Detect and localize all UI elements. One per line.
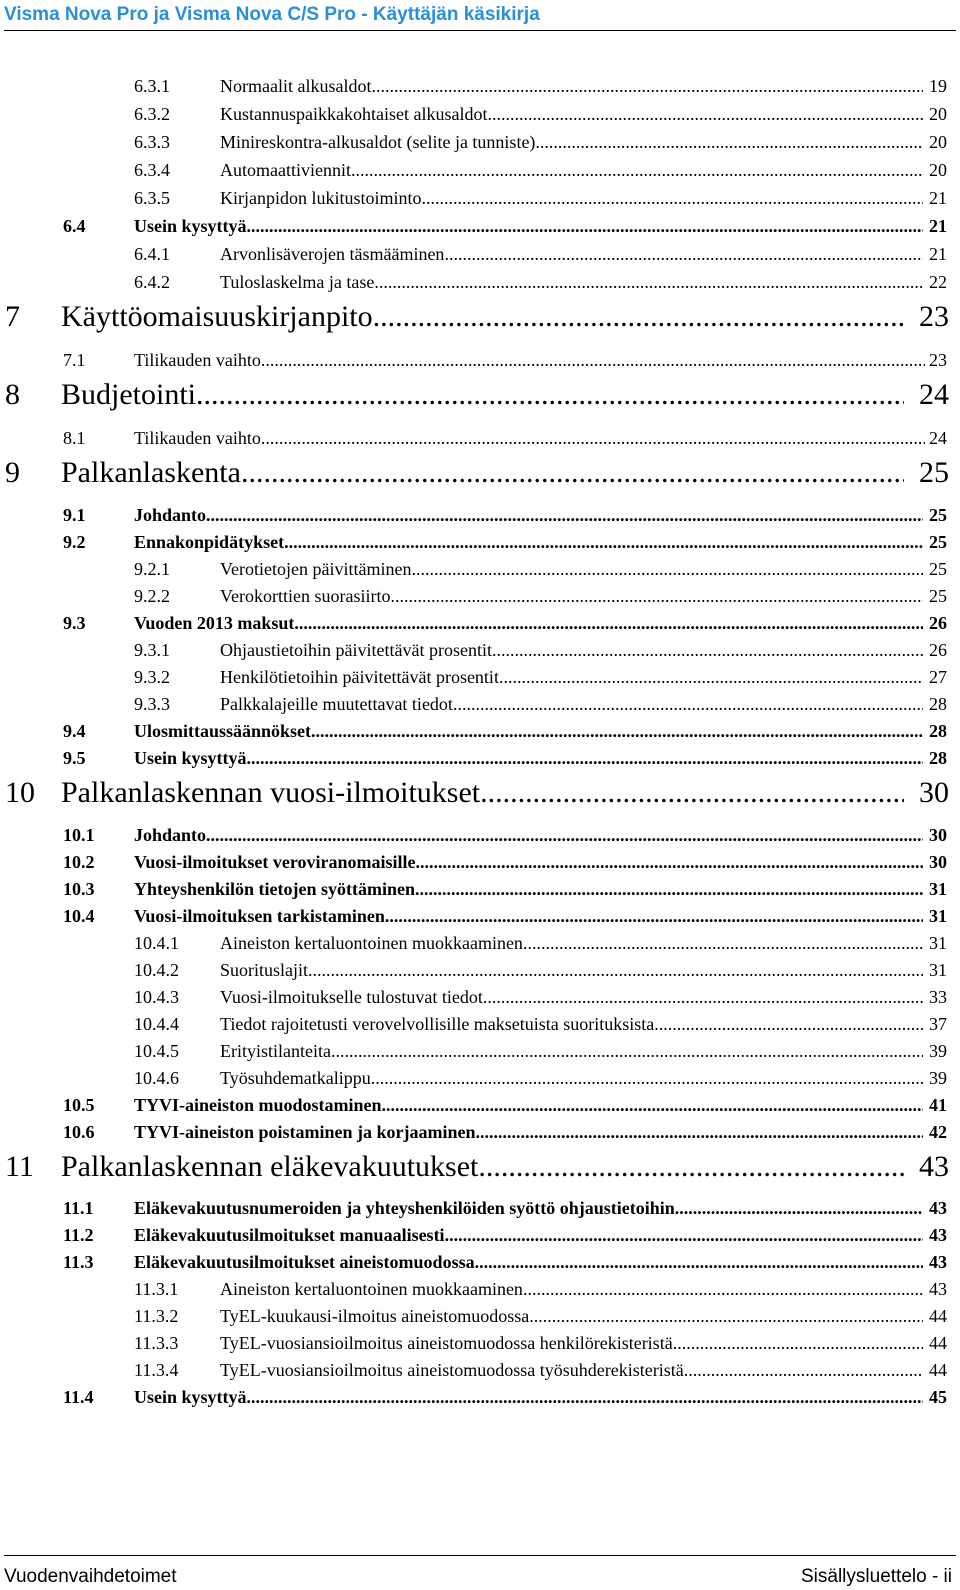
toc-leader-dots xyxy=(675,1198,923,1219)
toc-entry[interactable] xyxy=(134,1306,947,1327)
toc-entry-number: 7 xyxy=(5,300,20,333)
toc-entry-page: 20 xyxy=(929,160,947,180)
toc-entry-number: 9.4 xyxy=(63,721,86,741)
toc-entry-page: 30 xyxy=(919,776,949,809)
toc-entry-number: 9 xyxy=(5,456,20,489)
toc-entry[interactable] xyxy=(134,694,947,715)
toc-entry-page: 30 xyxy=(929,852,947,872)
toc-entry[interactable] xyxy=(134,987,947,1008)
toc-leader-dots xyxy=(480,776,903,810)
toc-entry-number: 6.4 xyxy=(63,216,86,236)
toc-entry-number: 9.5 xyxy=(63,748,86,768)
toc-leader-dots xyxy=(308,960,922,981)
footer-divider xyxy=(4,1555,956,1556)
toc-entry-number: 6.4.2 xyxy=(134,272,170,292)
toc-entry-title: Yhteyshenkilön tietojen syöttäminen xyxy=(134,879,416,899)
toc-entry-title: Minireskontra-alkusaldot (selite ja tunniste) xyxy=(220,132,536,152)
toc-entry[interactable] xyxy=(63,532,947,553)
toc-entry-page: 31 xyxy=(929,906,947,926)
toc-entry-title: Eläkevakuutusilmoitukset aineistomuodossa xyxy=(134,1252,475,1272)
toc-leader-dots xyxy=(390,586,922,607)
toc-leader-dots xyxy=(523,933,923,954)
toc-entry-page: 43 xyxy=(929,1225,947,1245)
header-divider xyxy=(4,30,956,31)
toc-entry-number: 10.3 xyxy=(63,879,95,899)
toc-entry-number: 7.1 xyxy=(63,350,86,370)
toc-entry[interactable] xyxy=(63,1252,947,1273)
toc-entry[interactable] xyxy=(63,879,947,900)
toc-entry-number: 10.1 xyxy=(63,825,95,845)
toc-entry-number: 9.2 xyxy=(63,532,86,552)
toc-entry[interactable] xyxy=(134,1068,947,1089)
toc-entry[interactable] xyxy=(63,852,947,873)
toc-leader-dots xyxy=(487,104,922,125)
toc-entry[interactable] xyxy=(63,1198,947,1219)
toc-entry-title: Tiedot rajoitetusti verovelvollisille maksetuista suorituksista xyxy=(220,1014,655,1034)
toc-leader-dots xyxy=(371,76,922,97)
toc-leader-dots xyxy=(411,559,922,580)
toc-leader-dots xyxy=(492,640,923,661)
toc-entry-number: 9.2.2 xyxy=(134,586,170,606)
toc-entry-page: 20 xyxy=(929,104,947,124)
toc-leader-dots xyxy=(483,987,923,1008)
toc-entry-title: Käyttöomaisuuskirjanpito xyxy=(61,300,373,333)
toc-entry-title: Kirjanpidon lukitustoiminto xyxy=(220,188,422,208)
toc-entry[interactable] xyxy=(134,104,947,125)
toc-entry-number: 9.3 xyxy=(63,613,86,633)
toc-entry-page: 25 xyxy=(929,532,947,552)
toc-entry-number: 11.3.2 xyxy=(134,1306,179,1326)
toc-entry-title: Usein kysyttyä xyxy=(134,748,247,768)
toc-entry[interactable] xyxy=(134,244,947,265)
toc-entry-page: 20 xyxy=(929,132,947,152)
toc-leader-dots xyxy=(415,879,922,900)
toc-entry-title: TyEL-kuukausi-ilmoitus aineistomuodossa xyxy=(220,1306,530,1326)
toc-entry-page: 28 xyxy=(929,694,947,714)
toc-entry-title: Ohjaustietoihin päivitettävät prosentit xyxy=(220,640,492,660)
toc-entry[interactable] xyxy=(134,1279,947,1300)
toc-entry-title: Arvonlisäverojen täsmääminen xyxy=(220,244,445,264)
toc-entry-title: Henkilötietoihin päivitettävät prosentit xyxy=(220,667,499,687)
toc-entry-number: 9.3.1 xyxy=(134,640,170,660)
toc-entry-page: 21 xyxy=(929,188,947,208)
toc-entry-page: 25 xyxy=(929,505,947,525)
toc-entry-page: 42 xyxy=(929,1122,947,1142)
toc-entry-page: 26 xyxy=(929,613,947,633)
toc-leader-dots xyxy=(654,1014,922,1035)
toc-entry[interactable] xyxy=(134,272,947,293)
toc-leader-dots xyxy=(475,1252,923,1273)
toc-entry-page: 25 xyxy=(919,456,949,489)
toc-entry-page: 44 xyxy=(929,1306,947,1326)
toc-entry[interactable] xyxy=(63,721,947,742)
toc-entry[interactable] xyxy=(134,667,947,688)
toc-entry-title: Vuosi-ilmoitukselle tulostuvat tiedot xyxy=(220,987,483,1007)
toc-leader-dots xyxy=(523,1279,923,1300)
toc-entry[interactable] xyxy=(5,1150,949,1184)
toc-entry-title: Eläkevakuutusilmoitukset manuaalisesti xyxy=(134,1225,445,1245)
toc-entry-title: Aineiston kertaluontoinen muokkaaminen xyxy=(220,1279,523,1299)
toc-leader-dots xyxy=(351,160,923,181)
toc-entry-page: 25 xyxy=(929,586,947,606)
toc-entry-title: Erityistilanteita xyxy=(220,1041,331,1061)
toc-entry[interactable] xyxy=(5,300,949,334)
toc-entry[interactable] xyxy=(134,1041,947,1062)
toc-leader-dots xyxy=(499,667,923,688)
toc-entry-page: 22 xyxy=(929,272,947,292)
toc-leader-dots xyxy=(206,505,922,526)
toc-entry-title: Palkanlaskennan vuosi-ilmoitukset xyxy=(61,776,481,809)
toc-entry-title: Aineiston kertaluontoinen muokkaaminen xyxy=(220,933,523,953)
toc-entry-number: 10.4.4 xyxy=(134,1014,179,1034)
toc-leader-dots xyxy=(206,825,922,846)
toc-entry-number: 9.3.2 xyxy=(134,667,170,687)
toc-entry-title: Tilikauden vaihto xyxy=(134,428,261,448)
toc-entry-page: 43 xyxy=(919,1150,949,1183)
toc-leader-dots xyxy=(673,1333,923,1354)
toc-entry-number: 8.1 xyxy=(63,428,86,448)
toc-entry-page: 23 xyxy=(919,300,949,333)
toc-entry[interactable] xyxy=(134,132,947,153)
toc-leader-dots xyxy=(453,694,923,715)
toc-entry-page: 19 xyxy=(929,76,947,96)
toc-leader-dots xyxy=(478,1150,903,1184)
toc-entry[interactable] xyxy=(134,160,947,181)
toc-leader-dots xyxy=(247,1387,923,1408)
toc-entry-number: 9.2.1 xyxy=(134,559,170,579)
toc-entry-number: 11.3.1 xyxy=(134,1279,179,1299)
toc-entry-title: Palkanlaskenta xyxy=(61,456,241,489)
toc-entry-page: 27 xyxy=(929,667,947,687)
toc-entry-number: 10.5 xyxy=(63,1095,95,1115)
toc-leader-dots xyxy=(445,1225,923,1246)
toc-leader-dots xyxy=(247,216,923,237)
toc-entry-title: TYVI-aineiston muodostaminen xyxy=(134,1095,382,1115)
toc-entry-title: Johdanto xyxy=(134,505,207,525)
toc-entry[interactable] xyxy=(134,1333,947,1354)
footer-page-label: Sisällysluettelo - ii xyxy=(801,1566,952,1587)
toc-entry[interactable] xyxy=(63,1225,947,1246)
toc-leader-dots xyxy=(284,532,922,553)
toc-entry[interactable] xyxy=(63,428,947,449)
toc-entry-page: 39 xyxy=(929,1041,947,1061)
toc-entry-page: 30 xyxy=(929,825,947,845)
toc-leader-dots xyxy=(247,748,923,769)
toc-entry-title: TyEL-vuosiansioilmoitus aineistomuodossa henkilörekisteristä xyxy=(220,1333,673,1353)
toc-leader-dots xyxy=(241,456,904,490)
toc-entry-number: 9.1 xyxy=(63,505,86,525)
toc-entry[interactable] xyxy=(63,1387,947,1408)
toc-entry-title: Palkkalajeille muutettavat tiedot xyxy=(220,694,453,714)
toc-leader-dots xyxy=(373,300,904,334)
toc-entry-number: 8 xyxy=(5,378,20,411)
toc-entry-title: Budjetointi xyxy=(61,378,196,411)
toc-entry-page: 41 xyxy=(929,1095,947,1115)
document-title: Visma Nova Pro ja Visma Nova C/S Pro - Käyttäjän käsikirja xyxy=(4,4,540,25)
toc-entry-title: Tuloslaskelma ja tase xyxy=(220,272,375,292)
toc-leader-dots xyxy=(416,852,923,873)
toc-entry-title: Verokorttien suorasiirto xyxy=(220,586,391,606)
toc-entry[interactable] xyxy=(5,456,949,490)
toc-entry[interactable] xyxy=(134,933,947,954)
toc-entry-page: 28 xyxy=(929,748,947,768)
toc-entry-title: Usein kysyttyä xyxy=(134,216,247,236)
toc-leader-dots xyxy=(294,613,922,634)
toc-entry-title: Johdanto xyxy=(134,825,207,845)
toc-entry-number: 11.3.3 xyxy=(134,1333,179,1353)
toc-leader-dots xyxy=(196,378,904,412)
toc-leader-dots xyxy=(374,272,922,293)
toc-entry[interactable] xyxy=(134,188,947,209)
toc-entry-number: 10.2 xyxy=(63,852,95,872)
toc-entry-number: 10.4.2 xyxy=(134,960,179,980)
toc-entry-page: 37 xyxy=(929,1014,947,1034)
toc-entry-title: Vuosi-ilmoitukset veroviranomaisille xyxy=(134,852,416,872)
toc-entry-number: 11.2 xyxy=(63,1225,94,1245)
toc-leader-dots xyxy=(382,1095,923,1116)
toc-entry-title: TyEL-vuosiansioilmoitus aineistomuodossa työsuhderekisteristä xyxy=(220,1360,684,1380)
toc-entry-number: 6.3.5 xyxy=(134,188,170,208)
toc-entry-page: 45 xyxy=(929,1387,947,1407)
toc-entry-title: Suorituslajit xyxy=(220,960,309,980)
toc-entry[interactable] xyxy=(5,776,949,810)
toc-entry-page: 43 xyxy=(929,1252,947,1272)
toc-leader-dots xyxy=(529,1306,922,1327)
toc-entry-page: 25 xyxy=(929,559,947,579)
toc-leader-dots xyxy=(476,1122,923,1143)
toc-entry-page: 33 xyxy=(929,987,947,1007)
toc-entry-number: 6.3.2 xyxy=(134,104,170,124)
toc-entry[interactable] xyxy=(134,640,947,661)
toc-entry-page: 43 xyxy=(929,1279,947,1299)
toc-entry[interactable] xyxy=(134,76,947,97)
toc-entry-title: Palkanlaskennan eläkevakuutukset xyxy=(61,1150,479,1183)
toc-entry[interactable] xyxy=(5,378,949,412)
toc-entry-page: 43 xyxy=(929,1198,947,1218)
toc-entry[interactable] xyxy=(63,505,947,526)
toc-entry-page: 39 xyxy=(929,1068,947,1088)
toc-entry-number: 10.4.3 xyxy=(134,987,179,1007)
toc-leader-dots xyxy=(684,1360,923,1381)
toc-entry[interactable] xyxy=(63,825,947,846)
toc-entry-title: Työsuhdematkalippu xyxy=(220,1068,371,1088)
toc-entry-number: 10.4.6 xyxy=(134,1068,179,1088)
toc-entry-number: 11 xyxy=(5,1150,34,1183)
toc-entry-page: 31 xyxy=(929,933,947,953)
toc-entry-number: 11.3 xyxy=(63,1252,94,1272)
toc-entry-title: Kustannuspaikkakohtaiset alkusaldot xyxy=(220,104,488,124)
toc-entry[interactable] xyxy=(63,748,947,769)
toc-entry[interactable] xyxy=(134,559,947,580)
toc-entry-title: Ennakonpidätykset xyxy=(134,532,285,552)
toc-leader-dots xyxy=(261,428,925,449)
toc-entry-page: 44 xyxy=(929,1333,947,1353)
toc-entry-number: 11.3.4 xyxy=(134,1360,179,1380)
toc-entry-title: TYVI-aineiston poistaminen ja korjaaminen xyxy=(134,1122,476,1142)
toc-entry-number: 6.3.1 xyxy=(134,76,170,96)
toc-entry-number: 6.3.3 xyxy=(134,132,170,152)
page-header xyxy=(0,0,960,30)
toc-entry[interactable] xyxy=(134,1360,947,1381)
toc-entry[interactable] xyxy=(63,350,947,371)
toc-entry-page: 24 xyxy=(929,428,947,448)
toc-entry-number: 6.4.1 xyxy=(134,244,170,264)
toc-entry-title: Ulosmittaussäännökset xyxy=(134,721,312,741)
toc-entry-number: 11.1 xyxy=(63,1198,94,1218)
toc-entry-title: Eläkevakuutusnumeroiden ja yhteyshenkilöiden syöttö ohjaustietoihin xyxy=(134,1198,675,1218)
toc-entry-number: 10.4 xyxy=(63,906,95,926)
toc-entry[interactable] xyxy=(63,1095,947,1116)
toc-leader-dots xyxy=(535,132,922,153)
toc-entry-title: Vuosi-ilmoituksen tarkistaminen xyxy=(134,906,385,926)
toc-entry-page: 21 xyxy=(929,216,947,236)
toc-entry[interactable] xyxy=(63,1122,947,1143)
toc-leader-dots xyxy=(371,1068,923,1089)
toc-leader-dots xyxy=(311,721,922,742)
toc-leader-dots xyxy=(422,188,923,209)
toc-leader-dots xyxy=(385,906,923,927)
toc-entry-page: 31 xyxy=(929,960,947,980)
toc-entry-title: Tilikauden vaihto xyxy=(134,350,261,370)
toc-entry-number: 10 xyxy=(5,776,35,809)
toc-leader-dots xyxy=(261,350,925,371)
toc-entry-title: Vuoden 2013 maksut xyxy=(134,613,295,633)
toc-entry-page: 26 xyxy=(929,640,947,660)
toc-entry-page: 24 xyxy=(919,378,949,411)
toc-entry-number: 9.3.3 xyxy=(134,694,170,714)
toc-entry[interactable] xyxy=(134,960,947,981)
toc-entry[interactable] xyxy=(63,216,947,237)
toc-entry[interactable] xyxy=(134,1014,947,1035)
toc-entry-number: 6.3.4 xyxy=(134,160,170,180)
toc-entry-page: 31 xyxy=(929,879,947,899)
toc-entry-page: 21 xyxy=(929,244,947,264)
toc-entry-title: Usein kysyttyä xyxy=(134,1387,247,1407)
toc-entry-page: 44 xyxy=(929,1360,947,1380)
toc-entry-number: 10.4.1 xyxy=(134,933,179,953)
toc-leader-dots xyxy=(444,244,922,265)
toc-entry[interactable] xyxy=(63,613,947,634)
toc-entry-number: 10.4.5 xyxy=(134,1041,179,1061)
toc-leader-dots xyxy=(331,1041,923,1062)
toc-entry-page: 23 xyxy=(929,350,947,370)
footer-section-name: Vuodenvaihdetoimet xyxy=(4,1566,177,1587)
toc-entry[interactable] xyxy=(134,586,947,607)
toc-entry[interactable] xyxy=(63,906,947,927)
toc-entry-title: Automaattiviennit xyxy=(220,160,351,180)
toc-entry-page: 28 xyxy=(929,721,947,741)
toc-entry-number: 11.4 xyxy=(63,1387,94,1407)
toc-entry-number: 10.6 xyxy=(63,1122,95,1142)
toc-entry-title: Normaalit alkusaldot xyxy=(220,76,372,96)
toc-entry-title: Verotietojen päivittäminen xyxy=(220,559,412,579)
